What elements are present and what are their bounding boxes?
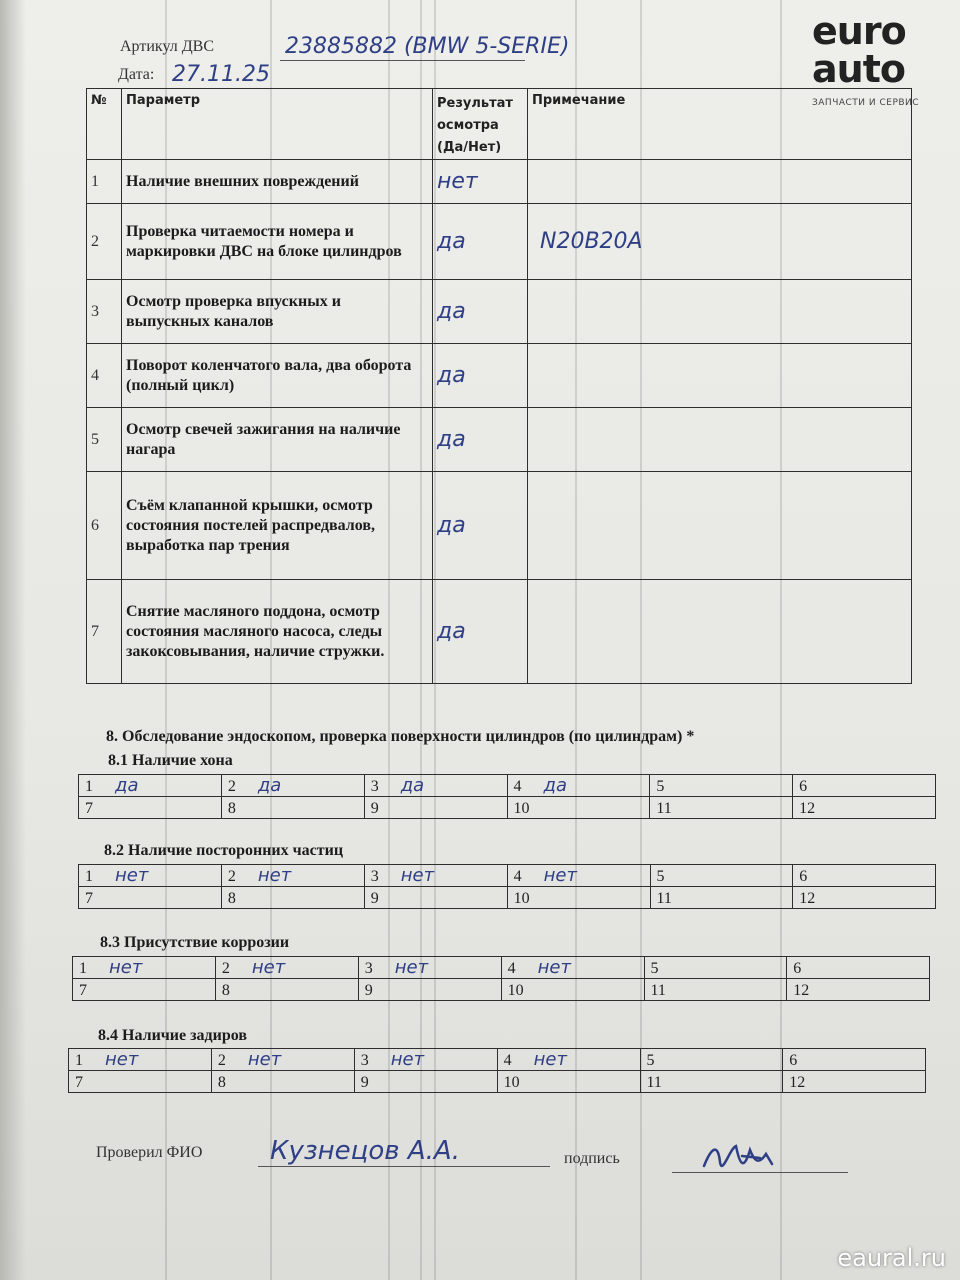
subsection-title-8-4: 8.4 Наличие задиров [98, 1027, 248, 1044]
row-note [528, 160, 912, 204]
cylinder-cell [221, 775, 364, 797]
cylinder-number: 10 [513, 800, 530, 817]
cylinder-grid-8-2 [78, 864, 936, 909]
table-row [87, 204, 912, 280]
cylinder-number: 6 [799, 778, 808, 795]
cylinder-cell [501, 979, 644, 1001]
row-number: 3 [87, 280, 122, 344]
subsection-title-8-1: 8.1 Наличие хона [108, 752, 233, 769]
row-result: нет [433, 160, 528, 204]
subsection-title-8-3: 8.3 Присутствие коррозии [100, 934, 290, 951]
cylinder-number: 10 [507, 982, 524, 999]
cylinder-number: 3 [370, 868, 379, 885]
cylinder-number: 2 [227, 868, 236, 885]
cylinder-number: 7 [85, 800, 93, 817]
row-note [528, 344, 912, 408]
cylinder-number: 11 [646, 1074, 662, 1091]
row-parameter: Снятие масляного поддона, осмотр состояния масляного насоса, следы закоксовывания, наличие стружки. [122, 580, 433, 684]
cylinder-value: нет [537, 957, 571, 978]
column-header-number: № [87, 89, 122, 160]
row-number: 4 [87, 344, 122, 408]
cylinder-cell [364, 887, 507, 909]
cylinder-cell [787, 979, 930, 1001]
cylinder-cell [650, 797, 793, 819]
cylinder-value: нет [257, 865, 292, 886]
cylinder-cell [73, 957, 216, 979]
article-value: 23885882 (BMW 5-SERIE) [285, 34, 570, 59]
cylinder-cell [79, 797, 222, 819]
row-result: да [433, 472, 528, 580]
cylinder-number: 8 [221, 982, 230, 999]
row-parameter: Проверка читаемости номера и маркировки ДВС на блоке цилиндров [122, 204, 433, 280]
row-result: да [433, 204, 528, 280]
row-result: да [433, 344, 528, 408]
row-parameter: Осмотр проверка впускных и выпускных каналов [122, 280, 433, 344]
row-parameter: Съём клапанной крышки, осмотр состояния постелей распредвалов, выработка пар трения [122, 472, 433, 580]
cylinder-grid-8-1 [78, 774, 936, 819]
cylinder-number: 1 [75, 1052, 83, 1069]
cylinder-number: 12 [789, 1074, 806, 1091]
cylinder-number: 5 [646, 1052, 655, 1069]
cylinder-cell [640, 1071, 783, 1093]
cylinder-number: 8 [227, 890, 236, 907]
cylinder-cell [507, 797, 650, 819]
cylinder-number: 4 [507, 960, 516, 977]
cylinder-cell [211, 1071, 354, 1093]
cylinder-cell [221, 865, 364, 887]
inspection-table [86, 88, 912, 684]
table-row [87, 160, 912, 204]
table-row [87, 580, 912, 684]
cylinder-number: 11 [656, 890, 672, 907]
logo-line-1: euro [812, 9, 906, 53]
cylinder-number: 3 [364, 960, 373, 977]
cylinder-cell [650, 865, 793, 887]
cylinder-cell [211, 1049, 354, 1071]
table-row [87, 408, 912, 472]
cylinder-number: 8 [217, 1074, 226, 1091]
cylinder-number: 9 [360, 1074, 369, 1091]
cylinder-value: да [400, 775, 425, 796]
cylinder-number: 5 [656, 778, 665, 795]
row-parameter: Наличие внешних повреждений [122, 160, 433, 204]
cylinder-cell [221, 887, 364, 909]
name-underline [258, 1166, 550, 1167]
row-note: N20B20A [528, 204, 912, 280]
cylinder-number: 7 [79, 982, 87, 999]
cylinder-cell [783, 1049, 926, 1071]
cylinder-cell [650, 887, 793, 909]
cylinder-cell [644, 957, 787, 979]
cylinder-value: нет [251, 957, 286, 978]
cylinder-cell [793, 775, 936, 797]
cylinder-number: 3 [370, 778, 379, 795]
cylinder-cell [215, 979, 358, 1001]
cylinder-number: 1 [85, 778, 93, 795]
cylinder-number: 3 [360, 1052, 369, 1069]
cylinder-number: 10 [503, 1074, 520, 1091]
row-number: 2 [87, 204, 122, 280]
cylinder-number: 4 [513, 868, 522, 885]
checked-by-label: Проверил ФИО [96, 1144, 203, 1161]
table-header-row [87, 89, 912, 160]
row-note [528, 280, 912, 344]
cylinder-value: нет [394, 957, 429, 978]
cylinder-cell [79, 775, 222, 797]
date-label: Дата: [118, 66, 155, 83]
cylinder-number: 1 [79, 960, 87, 977]
row-parameter: Осмотр свечей зажигания на наличие нагара [122, 408, 433, 472]
row-number: 5 [87, 408, 122, 472]
cylinder-number: 2 [227, 778, 236, 795]
cylinder-cell [640, 1049, 783, 1071]
signature-image [700, 1136, 780, 1182]
signature-label: подпись [564, 1150, 620, 1167]
cylinder-cell [497, 1071, 640, 1093]
cylinder-cell [221, 797, 364, 819]
cylinder-cell [793, 797, 936, 819]
cylinder-number: 9 [370, 890, 379, 907]
cylinder-cell [364, 797, 507, 819]
cylinder-cell [793, 865, 936, 887]
cylinder-cell [79, 865, 222, 887]
cylinder-cell [79, 887, 222, 909]
cylinder-number: 11 [656, 800, 672, 817]
date-value: 27.11.25 [172, 62, 270, 87]
cylinder-cell [69, 1049, 212, 1071]
cylinder-cell [358, 957, 501, 979]
cylinder-grid-8-4 [68, 1048, 926, 1093]
article-underline [280, 60, 525, 61]
cylinder-number: 2 [217, 1052, 226, 1069]
cylinder-number: 5 [656, 868, 665, 885]
cylinder-number: 7 [75, 1074, 83, 1091]
cylinder-cell [787, 957, 930, 979]
section-8-title: 8. Обследование эндоскопом, проверка поверхности цилиндров (по цилиндрам) * [106, 728, 695, 745]
row-parameter: Поворот коленчатого вала, два оборота (полный цикл) [122, 344, 433, 408]
subsection-title-8-2: 8.2 Наличие посторонних частиц [104, 842, 344, 859]
row-number: 1 [87, 160, 122, 204]
cylinder-value: нет [390, 1049, 425, 1070]
column-header-note: Примечание [528, 89, 912, 160]
column-header-result: Результат осмотра (Да/Нет) [433, 89, 528, 160]
cylinder-number: 7 [85, 890, 93, 907]
cylinder-number: 6 [793, 960, 802, 977]
cylinder-cell [793, 887, 936, 909]
cylinder-cell [507, 887, 650, 909]
cylinder-number: 6 [799, 868, 808, 885]
cylinder-number: 9 [364, 982, 373, 999]
table-row [87, 344, 912, 408]
checked-by-name: Кузнецов А.А. [270, 1136, 460, 1166]
cylinder-number: 5 [650, 960, 659, 977]
cylinder-value: нет [105, 1049, 139, 1070]
cylinder-value: нет [533, 1049, 567, 1070]
table-row [87, 280, 912, 344]
cylinder-cell [358, 979, 501, 1001]
table-row [87, 472, 912, 580]
cylinder-cell [644, 979, 787, 1001]
cylinder-number: 10 [513, 890, 530, 907]
cylinder-value: нет [109, 957, 143, 978]
cylinder-value: да [115, 775, 139, 796]
cylinder-number: 12 [799, 890, 816, 907]
cylinder-value: нет [115, 865, 149, 886]
cylinder-number: 8 [227, 800, 236, 817]
cylinder-cell [73, 979, 216, 1001]
cylinder-cell [783, 1071, 926, 1093]
row-note [528, 580, 912, 684]
cylinder-cell [501, 957, 644, 979]
cylinder-cell [69, 1071, 212, 1093]
cylinder-value: да [543, 775, 568, 796]
row-number: 6 [87, 472, 122, 580]
cylinder-value: да [257, 775, 282, 796]
cylinder-number: 12 [793, 982, 810, 999]
article-label: Артикул ДВС [120, 38, 214, 55]
cylinder-value: нет [400, 865, 435, 886]
cylinder-value: нет [247, 1049, 282, 1070]
cylinder-number: 1 [85, 868, 93, 885]
cylinder-number: 12 [799, 800, 816, 817]
cylinder-cell [650, 775, 793, 797]
row-result: да [433, 580, 528, 684]
cylinder-number: 11 [650, 982, 666, 999]
cylinder-cell [364, 775, 507, 797]
cylinder-cell [497, 1049, 640, 1071]
logo-tagline: ЗАПЧАСТИ И СЕРВИС [812, 98, 920, 108]
cylinder-grid-8-3 [72, 956, 930, 1001]
site-watermark: eaural.ru [837, 1244, 946, 1272]
page-shadow [0, 0, 26, 1280]
cylinder-number: 9 [370, 800, 379, 817]
row-note [528, 408, 912, 472]
cylinder-value: нет [543, 865, 577, 886]
cylinder-number: 4 [503, 1052, 512, 1069]
cylinder-cell [507, 775, 650, 797]
row-note [528, 472, 912, 580]
cylinder-number: 4 [513, 778, 522, 795]
cylinder-number: 2 [221, 960, 230, 977]
cylinder-cell [354, 1049, 497, 1071]
cylinder-cell [364, 865, 507, 887]
column-header-parameter: Параметр [122, 89, 433, 160]
cylinder-cell [507, 865, 650, 887]
cylinder-cell [215, 957, 358, 979]
row-result: да [433, 280, 528, 344]
cylinder-cell [354, 1071, 497, 1093]
row-number: 7 [87, 580, 122, 684]
row-result: да [433, 408, 528, 472]
logo-line-2: auto [812, 47, 905, 91]
cylinder-number: 6 [789, 1052, 798, 1069]
